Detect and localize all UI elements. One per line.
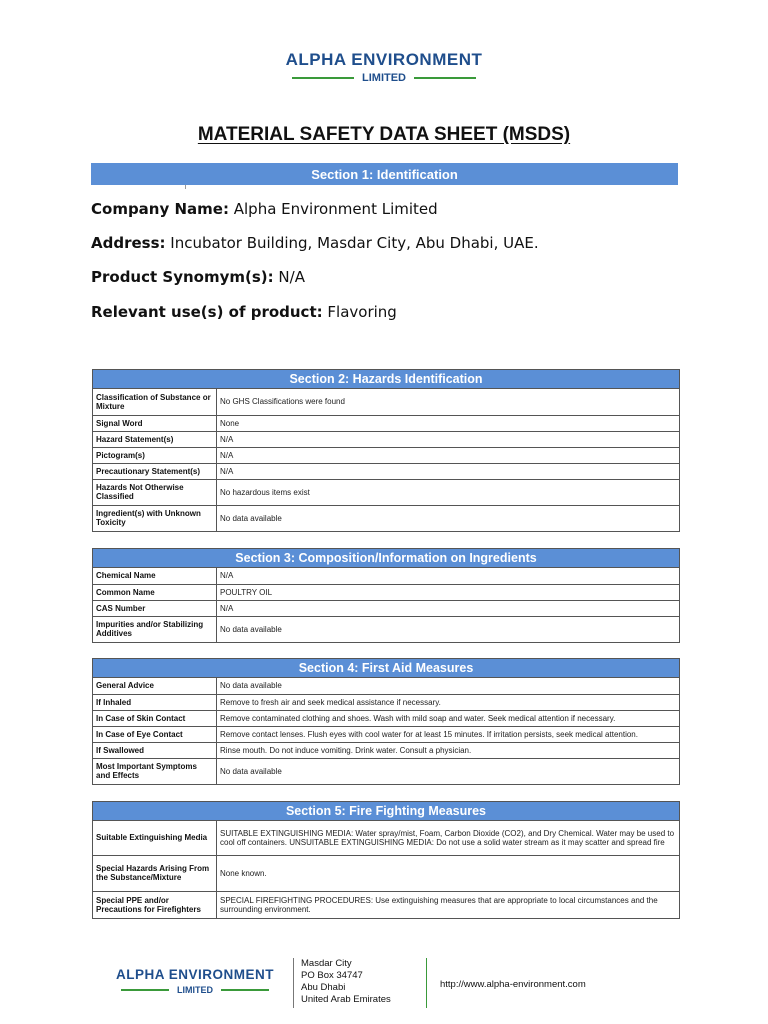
section5-header: Section 5: Fire Fighting Measures [93, 802, 679, 821]
table-row [93, 600, 679, 616]
logo-company-name: ALPHA ENVIRONMENT [115, 967, 274, 982]
row-value: SPECIAL FIREFIGHTING PROCEDURES: Use extinguishing measures that are appropriate to local circumstances and the surrounding environment. [217, 891, 680, 918]
section4-table [92, 658, 680, 785]
address-line: Masdar City [301, 958, 352, 969]
row-label: Ingredient(s) with Unknown Toxicity [93, 505, 217, 531]
row-value: No data available [217, 758, 680, 784]
section4-header: Section 4: First Aid Measures [93, 659, 679, 678]
row-value: No GHS Classifications were found [220, 397, 345, 407]
company-name-field [91, 200, 438, 218]
address-line: United Arab Emirates [301, 994, 391, 1005]
row-value: N/A [220, 571, 234, 581]
row-label: Pictogram(s) [93, 447, 217, 463]
field-label: Address: [91, 234, 166, 252]
table-row [93, 758, 679, 784]
footer-address [301, 958, 391, 1006]
address-field [91, 234, 539, 252]
row-value: POULTRY OIL [217, 584, 680, 600]
address-line: Abu Dhabi [301, 982, 346, 993]
table-row [93, 463, 679, 479]
field-label: Product Synomym(s): [91, 268, 274, 286]
row-value: None known. [217, 855, 680, 891]
table-row [93, 710, 679, 726]
relevant-use-field [91, 303, 397, 321]
row-label: Common Name [93, 584, 217, 600]
section2-table [92, 369, 680, 532]
section1-header: Section 1: Identification [91, 163, 678, 185]
table-row [93, 568, 679, 584]
table-row [93, 694, 679, 710]
row-label: General Advice [93, 678, 217, 694]
row-label: If Inhaled [93, 694, 217, 710]
row-label: Hazard Statement(s) [93, 431, 217, 447]
logo-line-right [414, 77, 476, 79]
row-label: Impurities and/or Stabilizing Additives [93, 616, 217, 642]
row-label: If Swallowed [93, 742, 217, 758]
footer-logo [110, 967, 280, 995]
table-row [93, 431, 679, 447]
row-value: N/A [217, 447, 680, 463]
row-label: Chemical Name [93, 568, 217, 584]
row-value: Remove contact lenses. Flush eyes with cool water for at least 15 minutes. If irritation persists, seek medical attention. [217, 726, 680, 742]
section2-header: Section 2: Hazards Identification [93, 370, 679, 389]
row-value: N/A [217, 431, 680, 447]
row-value: SUITABLE EXTINGUISHING MEDIA: Water spray/mist, Foam, Carbon Dioxide (CO2), and Dry Chemical. Water may be used to cool off containers. UNSUITABLE EXTINGUISHING MEDIA: Do not use a solid water stream as it may scatter and spread fire [220, 828, 675, 847]
address-line: PO Box 34747 [301, 970, 363, 981]
logo-subtitle-row [110, 985, 280, 995]
table-row [93, 447, 679, 463]
row-label: Classification of Substance or Mixture [93, 389, 217, 415]
logo-limited: LIMITED [177, 985, 213, 995]
row-value: Remove to fresh air and seek medical assistance if necessary. [217, 694, 680, 710]
row-label: CAS Number [93, 600, 217, 616]
row-value: Remove contaminated clothing and shoes. Wash with mild soap and water. Seek medical attention if necessary. [217, 710, 680, 726]
table-row [93, 742, 679, 758]
logo-subtitle-row [0, 72, 768, 84]
row-value: No data available [220, 681, 282, 691]
row-label: Special PPE and/or Precautions for Firefighters [93, 891, 217, 918]
field-value: N/A [278, 268, 305, 286]
table-row [93, 584, 679, 600]
header-logo [0, 50, 768, 84]
row-value: None [217, 415, 680, 431]
table-row [93, 479, 679, 505]
table-row [93, 726, 679, 742]
section3-header: Section 3: Composition/Information on Ingredients [93, 549, 679, 568]
table-row [93, 891, 679, 918]
section1-divider-tick [185, 185, 186, 189]
footer-url-link[interactable]: http://www.alpha-environment.com [440, 979, 586, 990]
field-value: Flavoring [327, 303, 397, 321]
footer-divider-right [426, 958, 427, 1008]
product-synonyms-field [91, 268, 305, 286]
row-value: No data available [217, 505, 680, 531]
row-value: No data available [217, 616, 680, 642]
document-title: MATERIAL SAFETY DATA SHEET (MSDS) [197, 124, 571, 145]
field-label: Relevant use(s) of product: [91, 303, 323, 321]
row-value: No hazardous items exist [217, 479, 680, 505]
row-label: Most Important Symptoms and Effects [93, 758, 217, 784]
row-value: N/A [217, 600, 680, 616]
row-value: Rinse mouth. Do not induce vomiting. Drink water. Consult a physician. [217, 742, 680, 758]
field-value: Alpha Environment Limited [233, 200, 438, 218]
table-row [93, 389, 679, 415]
section3-table [92, 548, 680, 643]
logo-company-name: ALPHA ENVIRONMENT [285, 50, 483, 69]
row-label: Precautionary Statement(s) [93, 463, 217, 479]
row-label: In Case of Skin Contact [93, 710, 217, 726]
row-label: Special Hazards Arising From the Substance/Mixture [93, 855, 217, 891]
row-label: Hazards Not Otherwise Classified [93, 479, 217, 505]
footer-divider-left [293, 958, 294, 1008]
table-row [93, 821, 679, 855]
field-value: Incubator Building, Masdar City, Abu Dhabi, UAE. [170, 234, 539, 252]
field-label: Company Name: [91, 200, 229, 218]
logo-line-right [221, 989, 269, 991]
row-label: Suitable Extinguishing Media [93, 821, 217, 855]
row-label: Signal Word [93, 415, 217, 431]
section5-table [92, 801, 680, 919]
logo-limited: LIMITED [362, 72, 406, 84]
table-row [93, 678, 679, 694]
row-value: N/A [217, 463, 680, 479]
row-label: In Case of Eye Contact [93, 726, 217, 742]
table-row [93, 415, 679, 431]
table-row [93, 855, 679, 891]
logo-line-left [121, 989, 169, 991]
table-row [93, 505, 679, 531]
table-row [93, 616, 679, 642]
logo-line-left [292, 77, 354, 79]
